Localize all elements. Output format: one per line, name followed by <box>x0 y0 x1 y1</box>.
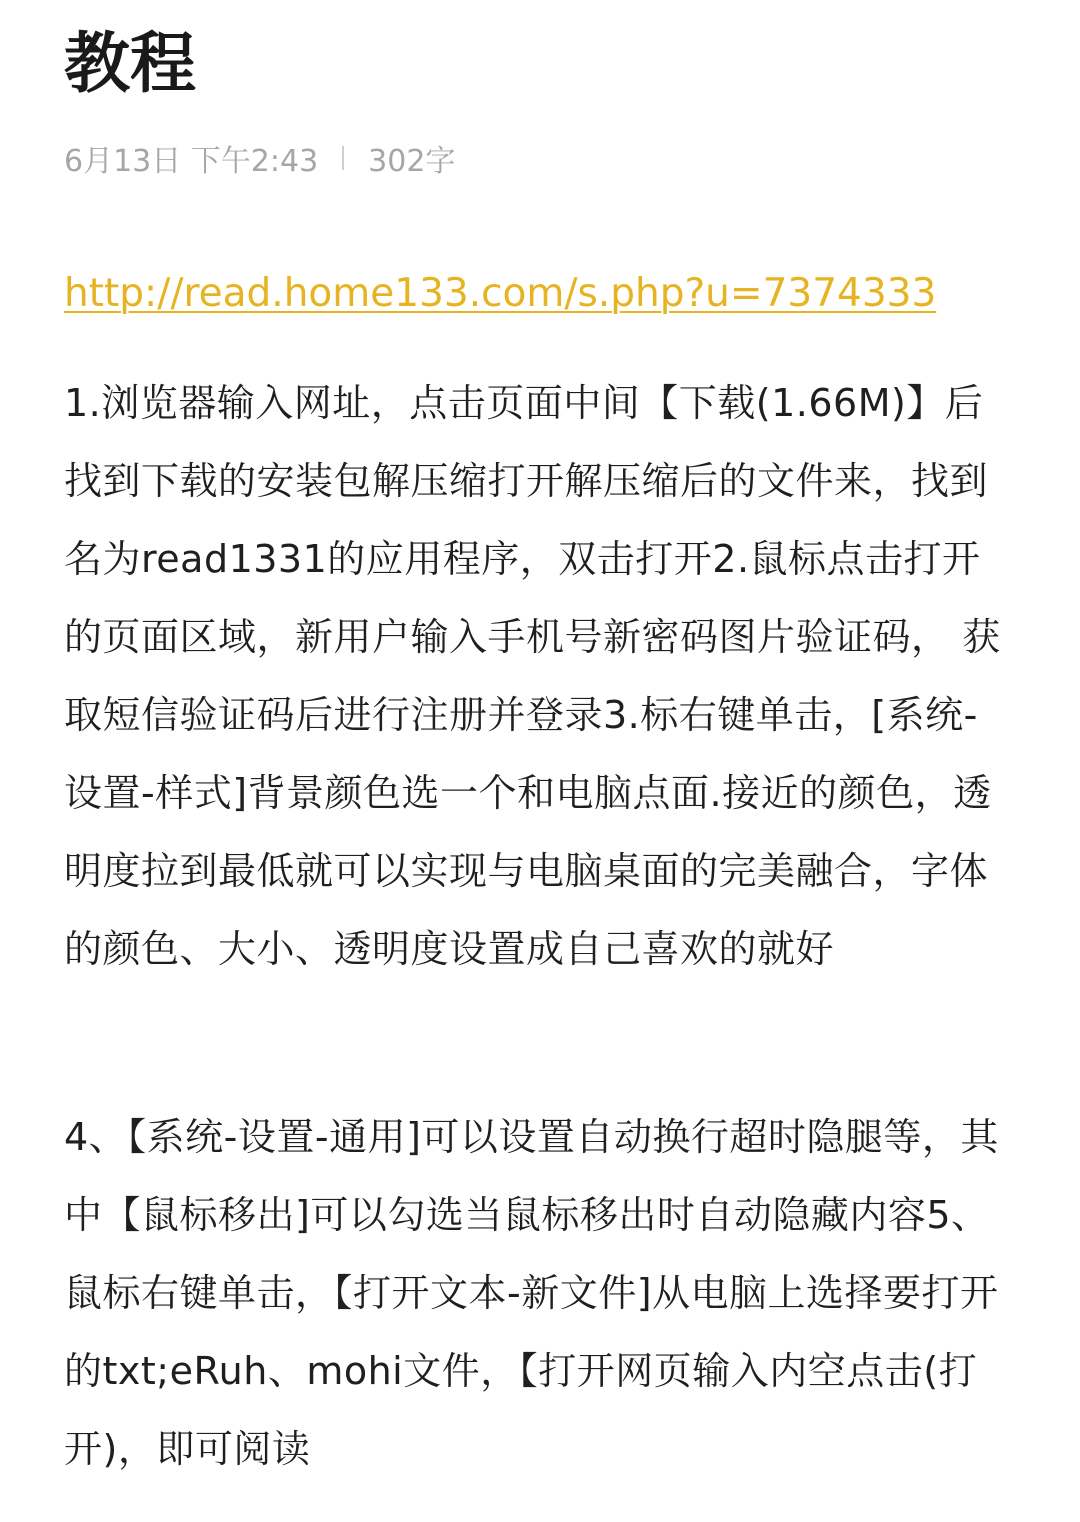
note-word-count: 302字 <box>368 144 456 179</box>
note-link[interactable]: http://read.home133.com/s.php?u=7374333 <box>64 271 937 316</box>
note-paragraph-1[interactable]: 1.浏览器输入网址，点击页面中间【下载(1.66M)】后找到下载的安装包解压缩打开解压缩后的文件来，找到名为read1331的应用程序，双击打开2.鼠标点击打开的页面区域，新用户输入手机号新密码图片验证码， 获取短信验证码后进行注册并登录3.标右键单击，[系统-设置-样式]背景颜色选一个和电脑点面.接近的颜色，透明度拉到最低就可以实现与电脑桌面的完美融合，字体的颜色、大小、透明度设置成自己喜欢的就好 <box>64 381 1001 971</box>
note-date: 6月13日 下午2:43 <box>64 144 319 179</box>
note-title[interactable]: 教程 <box>64 25 196 102</box>
note-meta <box>64 138 455 178</box>
note-paragraph-2[interactable]: 4、【系统-设置-通用]可以设置自动换行超时隐腿等，其中【鼠标移出]可以勾选当鼠标移出时自动隐藏内容5、鼠标右键单击，【打开文本-新文件]从电脑上选择要打开的txt;eRuh、mohi文件，【打开网页输入内空点击(打开)，即可阅读 <box>64 1115 999 1471</box>
meta-divider <box>342 146 344 170</box>
